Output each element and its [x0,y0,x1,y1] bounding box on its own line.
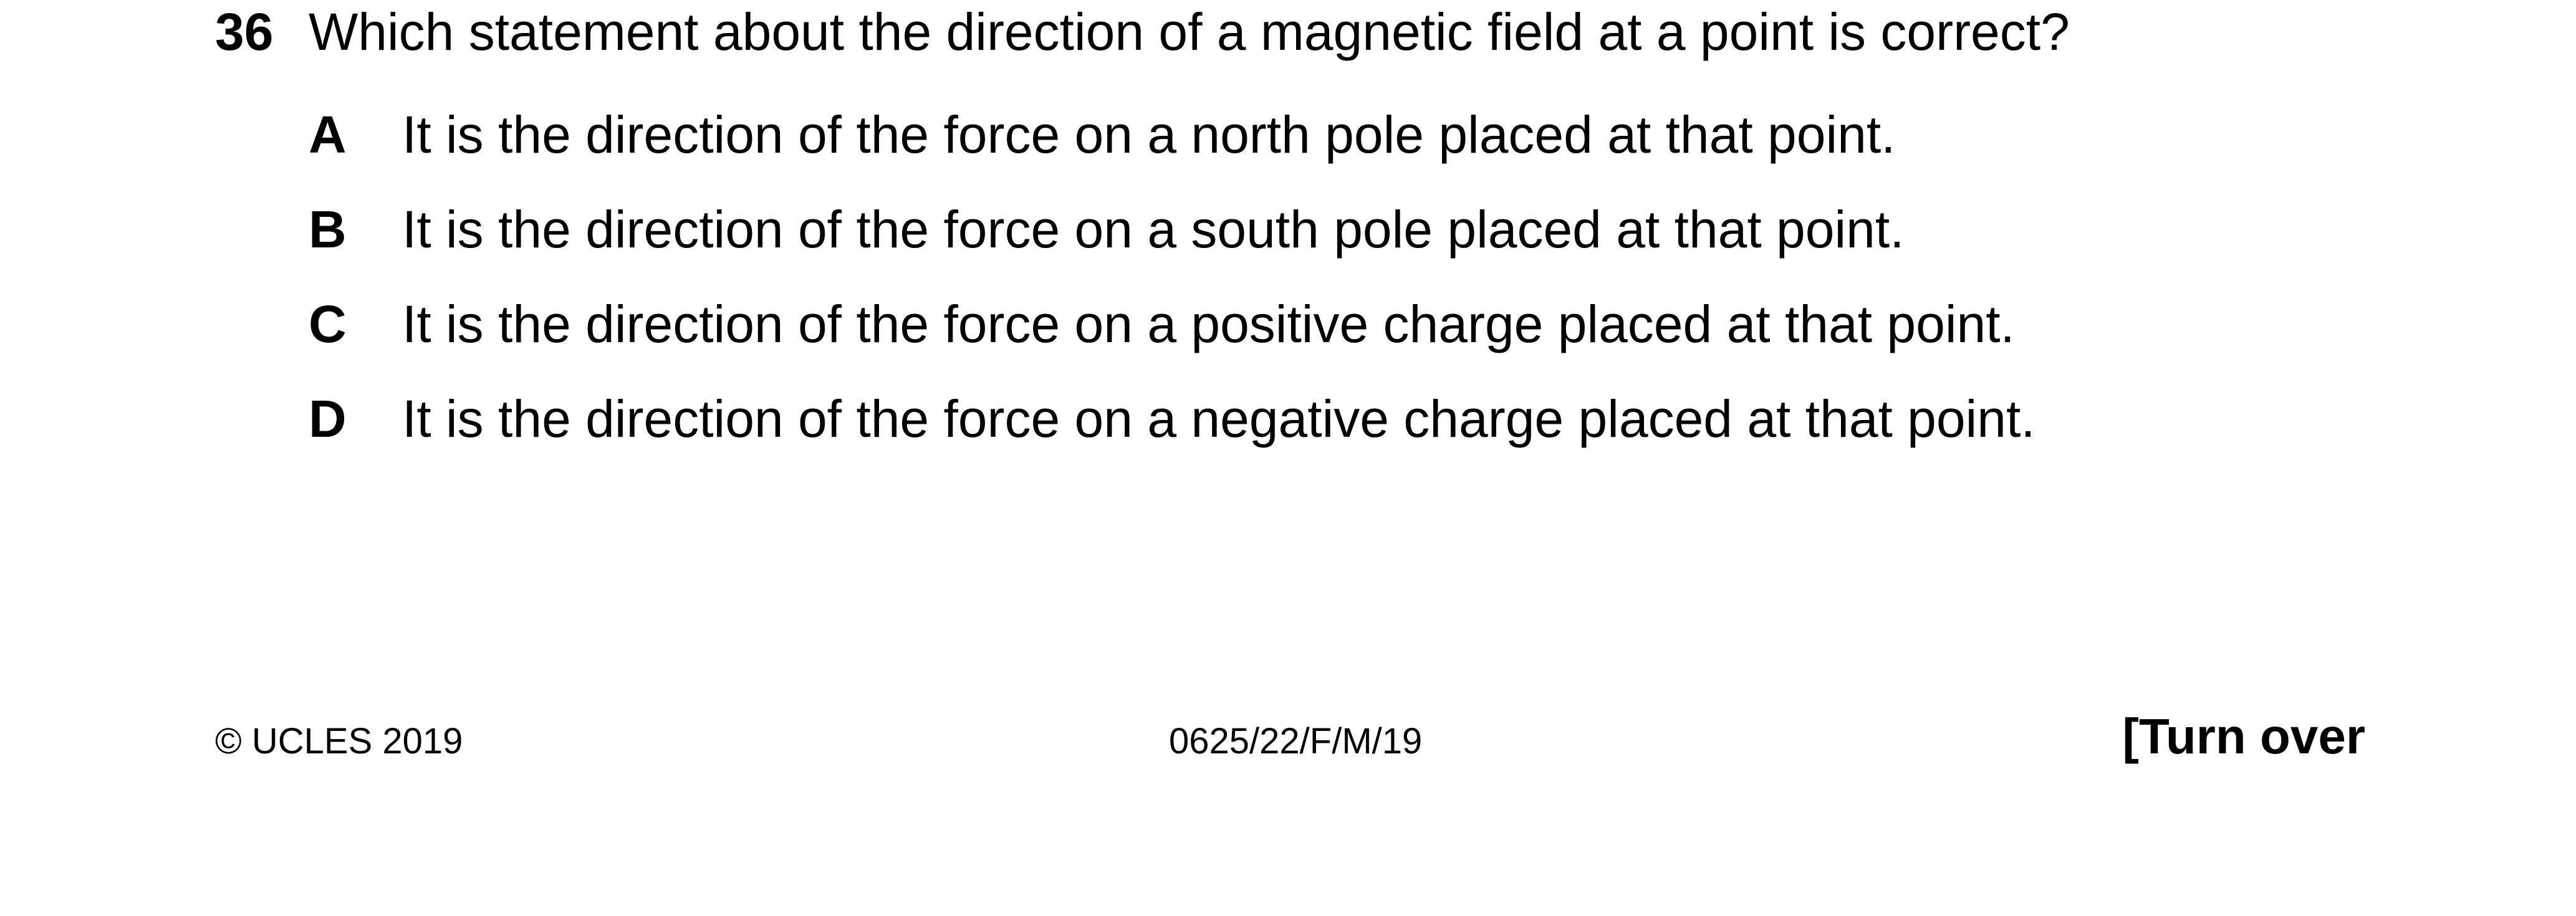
question-number: 36 [215,2,274,61]
option-letter: A [309,105,347,164]
option-letter: D [309,389,347,448]
option-text: It is the direction of the force on a positive charge placed at that point. [402,295,2015,353]
footer-paper-code: 0625/22/F/M/19 [1169,721,1423,761]
footer-copyright: © UCLES 2019 [215,721,463,761]
option-text: It is the direction of the force on a south pole placed at that point. [402,200,1905,259]
question-stem: Which statement about the direction of a magnetic field at a point is correct? [309,2,2070,61]
option-a [309,106,2304,174]
option-d [309,390,2304,459]
option-c [309,295,2304,364]
option-letter: B [309,200,347,259]
option-text: It is the direction of the force on a north pole placed at that point. [402,105,1896,164]
footer-turn-over: [Turn over [2122,708,2365,764]
option-text: It is the direction of the force on a negative charge placed at that point. [402,389,2035,448]
option-letter: C [309,295,347,353]
option-b [309,201,2304,269]
